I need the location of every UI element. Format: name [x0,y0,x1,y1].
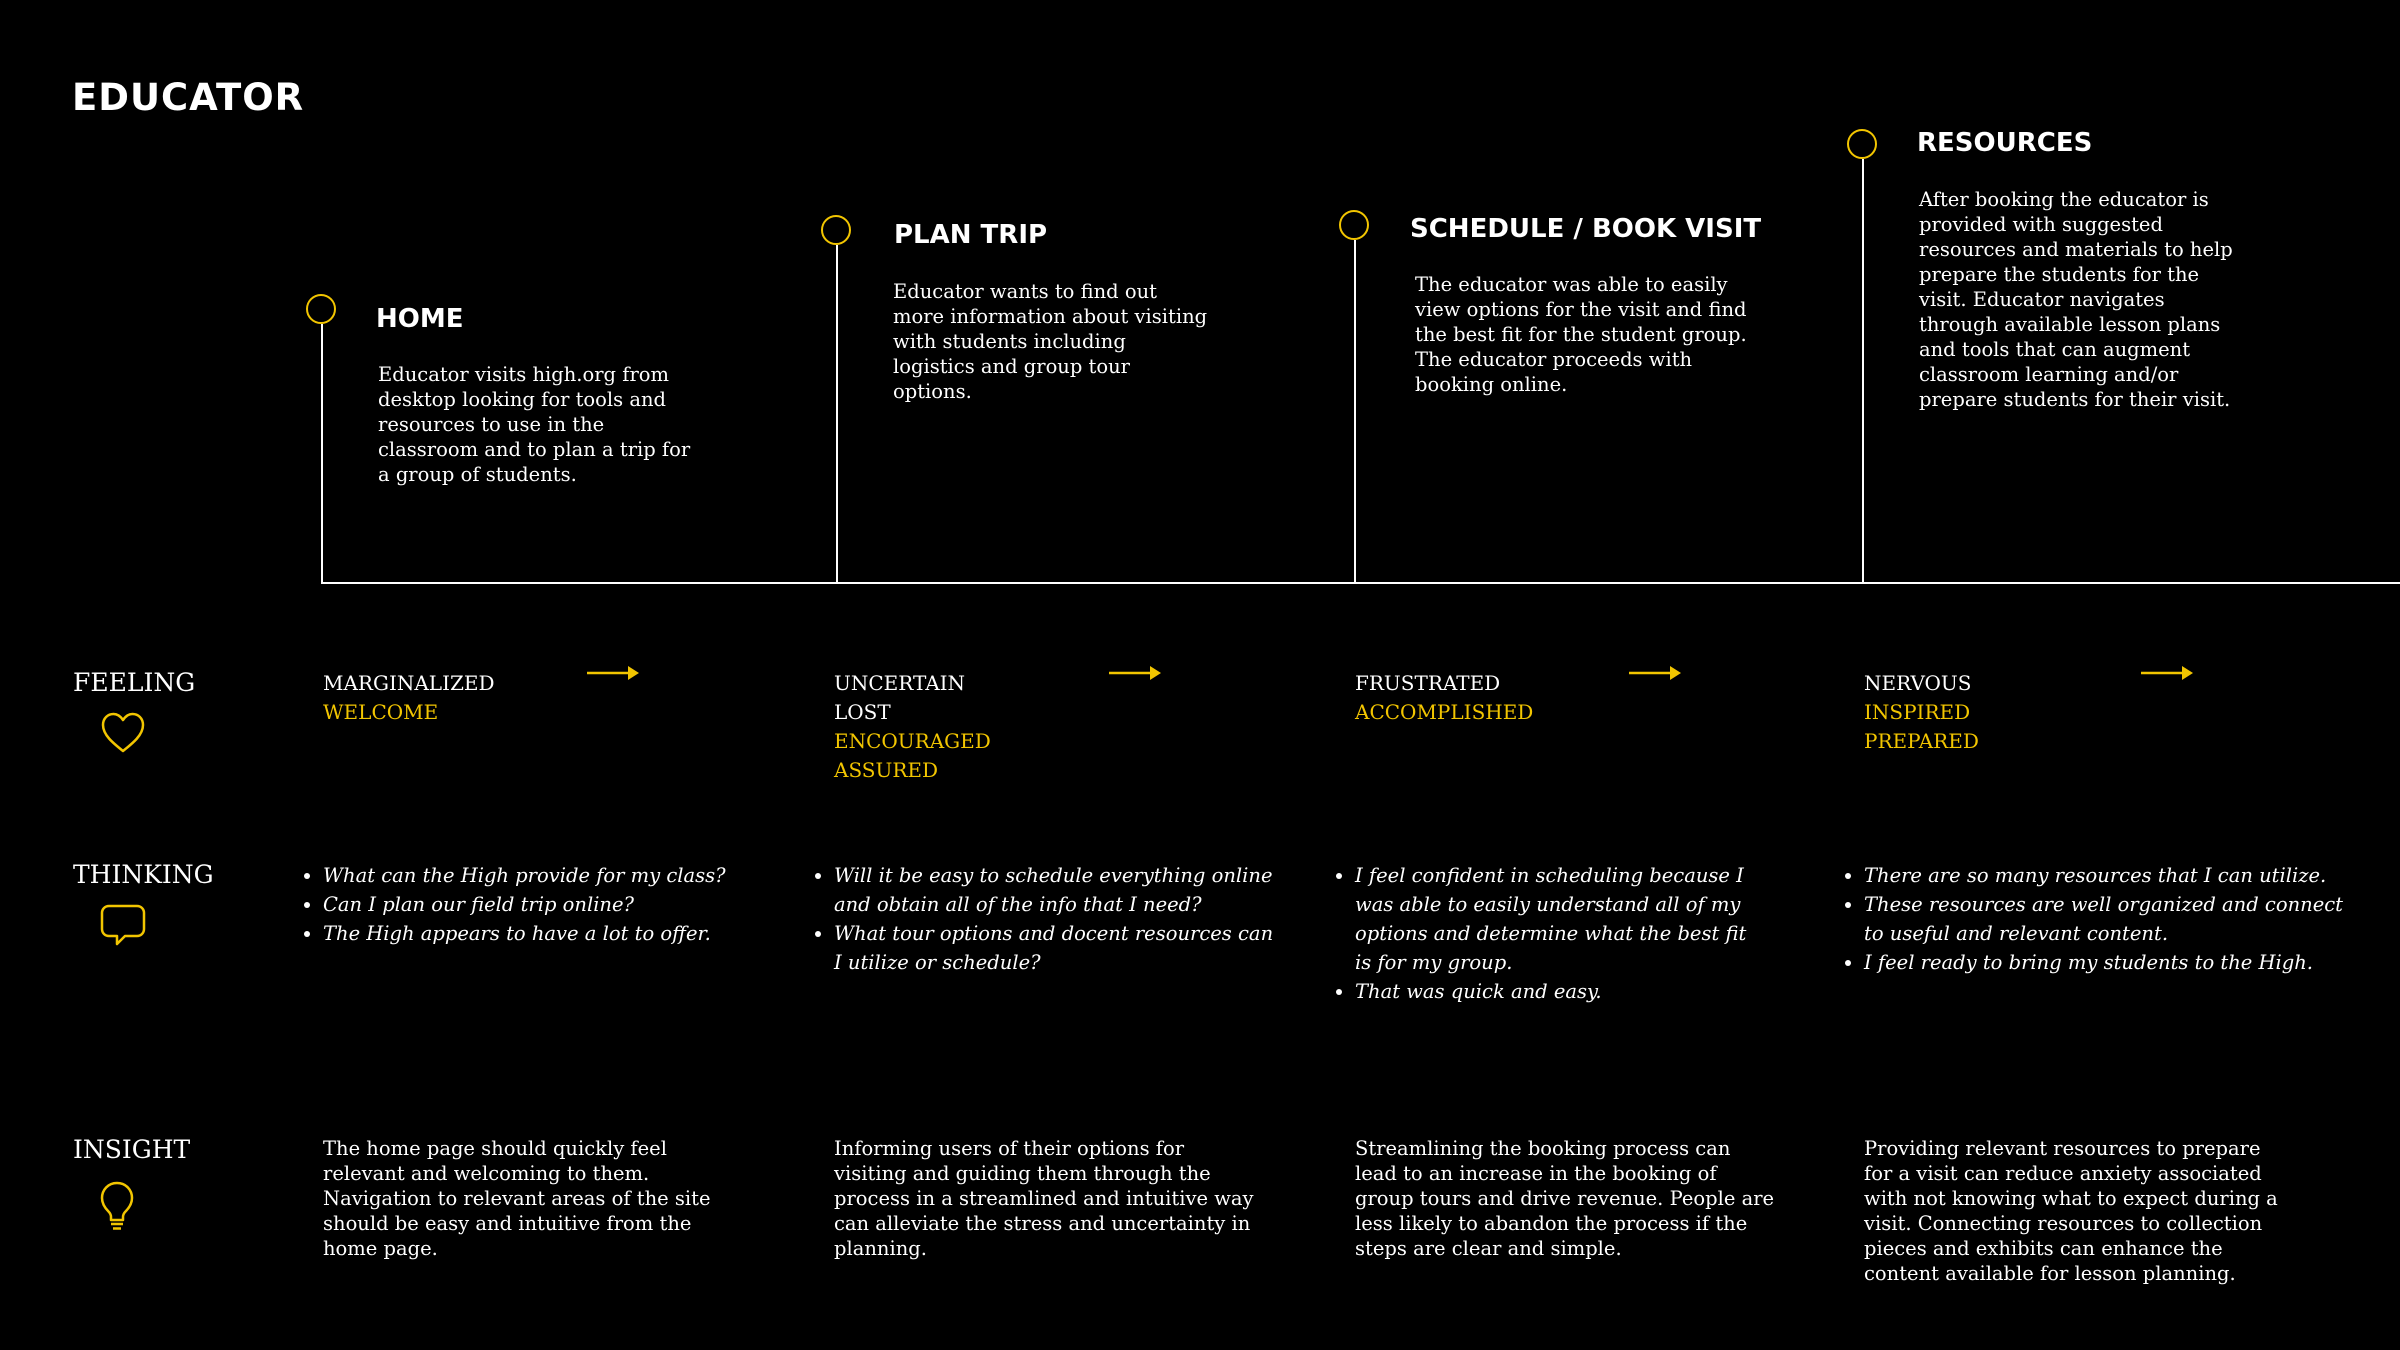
insight-text-plan-trip: Informing users of their options for visiting and guiding them through the process in a streamlined and intuitive way can alleviate the stress and uncertainty in planning. [834,1137,1254,1260]
row-label-insight: INSIGHT [73,1135,191,1164]
thinking-item: • Can I plan our field trip online? [323,890,763,919]
stage-title-resources: RESOURCES [1917,128,2093,158]
stage-marker-home [306,294,336,324]
insight-text-schedule: Streamlining the booking process can lead to an increase in the booking of group tours and drive revenue. People are less likely to abandon the process if the steps are clear and simple. [1355,1137,1775,1260]
arrow-right-icon [586,663,642,683]
heart-icon [95,705,151,761]
row-label-thinking: THINKING [73,860,214,889]
feeling-column-schedule [1355,669,1533,727]
thinking-item: • I feel ready to bring my students to the High. [1864,948,2344,977]
thinking-item: • That was quick and easy. [1355,977,1755,1006]
thinking-item: • What can the High provide for my class? [323,861,763,890]
feeling-positive: PREPARED [1864,729,1979,753]
stage-title-schedule: SCHEDULE / BOOK VISIT [1410,214,1762,244]
insight-text-resources: Providing relevant resources to prepare for a visit can reduce anxiety associated with not knowing what to expect during a visit. Connecting resources to collection pieces and exhibits can enhance the content available for lesson planning. [1864,1137,2278,1285]
feeling-column-resources [1864,669,1979,756]
feeling-column-plan-trip [834,669,991,785]
thinking-item: • The High appears to have a lot to offer. [323,919,763,948]
stage-marker-plan-trip [821,215,851,245]
thinking-item: • These resources are well organized and connect to useful and relevant content. [1864,890,2344,948]
stage-description-plan-trip: Educator wants to find out more information about visiting with students including logistics and group tour options. [893,280,1208,403]
thinking-item: • What tour options and docent resources can I utilize or schedule? [834,919,1274,977]
thinking-list-home [287,861,763,948]
arrow-right-icon [1628,663,1684,683]
feeling-positive: ENCOURAGED [834,729,991,753]
page-title: EDUCATOR [72,76,305,119]
stage-title-plan-trip: PLAN TRIP [894,220,1048,250]
timeline-baseline [321,582,2400,584]
feeling-column-home [323,669,495,727]
thinking-item: • Will it be easy to schedule everything online and obtain all of the info that I need? [834,861,1274,919]
speech-bubble-icon [95,898,151,954]
thinking-list-resources [1828,861,2344,977]
arrow-right-icon [2140,663,2196,683]
thinking-item: • I feel confident in scheduling because I was able to easily understand all of my options and determine what the best fit is for my group. [1355,861,1755,977]
stage-title-home: HOME [376,304,464,334]
stage-marker-resources [1847,129,1877,159]
feeling-positive: ASSURED [834,758,939,782]
insight-text-home: The home page should quickly feel relevant and welcoming to them. Navigation to relevant areas of the site should be easy and intuitive from the home page. [323,1137,711,1260]
feeling-negative: MARGINALIZED [323,671,495,695]
arrow-right-icon [1108,663,1164,683]
stage-stem-plan-trip [836,245,838,583]
stage-stem-home [321,324,323,583]
thinking-list-schedule [1319,861,1755,1006]
feeling-positive: INSPIRED [1864,700,1971,724]
stage-description-schedule: The educator was able to easily view options for the visit and find the best fit for the student group. The educator proceeds with booking online. [1415,273,1747,396]
thinking-item: • There are so many resources that I can utilize. [1864,861,2344,890]
feeling-negative: NERVOUS [1864,671,1972,695]
feeling-negative: LOST [834,700,891,724]
thinking-list-plan-trip [798,861,1274,977]
stage-marker-schedule [1339,210,1369,240]
feeling-positive: WELCOME [323,700,439,724]
lightbulb-icon [89,1178,145,1234]
feeling-positive: ACCOMPLISHED [1355,700,1534,724]
stage-description-resources: After booking the educator is provided with suggested resources and materials to help prepare the students for the visit. Educator navigates through available lesson plans and tools that can augment classroom learning and/or prepare students for their visit. [1919,188,2233,411]
feeling-negative: UNCERTAIN [834,671,966,695]
stage-stem-schedule [1354,240,1356,583]
feeling-negative: FRUSTRATED [1355,671,1501,695]
stage-stem-resources [1862,159,1864,583]
row-label-feeling: FEELING [73,668,196,697]
stage-description-home: Educator visits high.org from desktop looking for tools and resources to use in the classroom and to plan a trip for a group of students. [378,363,691,486]
